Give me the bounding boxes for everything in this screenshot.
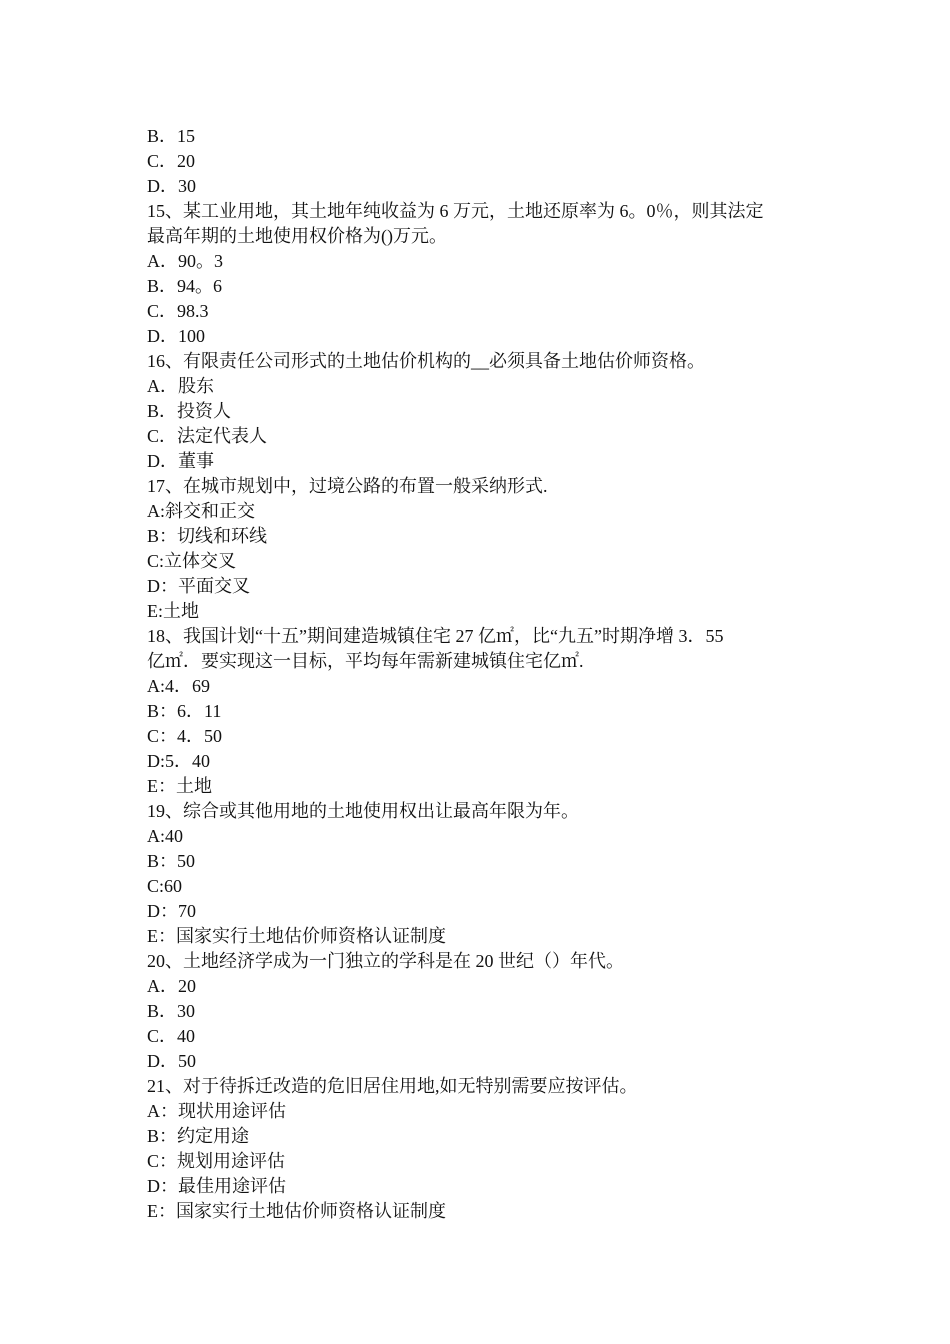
- option-d: D：最佳用途评估: [147, 1176, 286, 1196]
- question-15-line-1: 15、某工业用地，其土地年纯收益为 6 万元，土地还原率为 6。0％，则其法定: [147, 201, 764, 221]
- option-d: D．30: [147, 176, 196, 196]
- question-21: 21、对于待拆迁改造的危旧居住用地,如无特别需要应按评估。: [147, 1076, 638, 1096]
- option-c: C．20: [147, 151, 196, 171]
- option-b: B．94。6: [147, 276, 223, 296]
- question-18-line-2: 亿㎡．要实现这一目标，平均每年需新建城镇住宅亿㎡.: [147, 651, 584, 671]
- question-16: 16、有限责任公司形式的土地估价机构的__必须具备土地估价师资格。: [147, 351, 705, 371]
- option-e: E：国家实行土地估价师资格认证制度: [147, 926, 446, 946]
- document-body: [147, 124, 815, 1224]
- option-c: C:立体交叉: [147, 551, 237, 571]
- option-e: E:土地: [147, 601, 199, 621]
- option-c: C:60: [147, 876, 183, 896]
- option-d: D．50: [147, 1051, 196, 1071]
- option-c: C：4．50: [147, 726, 223, 746]
- option-b: B：约定用途: [147, 1126, 250, 1146]
- option-b: B：6．11: [147, 701, 222, 721]
- option-c: C：规划用途评估: [147, 1151, 286, 1171]
- option-c: C．法定代表人: [147, 426, 268, 446]
- question-15-line-2: 最高年期的土地使用权价格为()万元。: [147, 226, 447, 246]
- option-b: B．30: [147, 1001, 196, 1021]
- option-a: A．股东: [147, 376, 214, 396]
- option-c: C．98.3: [147, 301, 209, 321]
- option-d: D：平面交叉: [147, 576, 250, 596]
- question-20: 20、土地经济学成为一门独立的学科是在 20 世纪（）年代。: [147, 951, 624, 971]
- option-e: E：国家实行土地估价师资格认证制度: [147, 1201, 446, 1221]
- option-a: A:斜交和正交: [147, 501, 255, 521]
- option-a: A．90。3: [147, 251, 223, 271]
- option-d: D．董事: [147, 451, 214, 471]
- option-d: D：70: [147, 901, 196, 921]
- option-d: D．100: [147, 326, 205, 346]
- option-d: D:5．40: [147, 751, 210, 771]
- option-b: B．投资人: [147, 401, 232, 421]
- option-c: C．40: [147, 1026, 196, 1046]
- question-17: 17、在城市规划中，过境公路的布置一般采纳形式.: [147, 476, 548, 496]
- option-a: A．20: [147, 976, 196, 996]
- option-a: A:4．69: [147, 676, 210, 696]
- option-e: E：土地: [147, 776, 212, 796]
- option-b: B．15: [147, 126, 196, 146]
- question-18-line-1: 18、我国计划“十五”期间建造城镇住宅 27 亿㎡，比“九五”时期净增 3．55: [147, 626, 724, 646]
- option-a: A:40: [147, 826, 183, 846]
- option-b: B：切线和环线: [147, 526, 268, 546]
- option-a: A：现状用途评估: [147, 1101, 286, 1121]
- option-b: B：50: [147, 851, 196, 871]
- question-19: 19、综合或其他用地的土地使用权出让最高年限为年。: [147, 801, 579, 821]
